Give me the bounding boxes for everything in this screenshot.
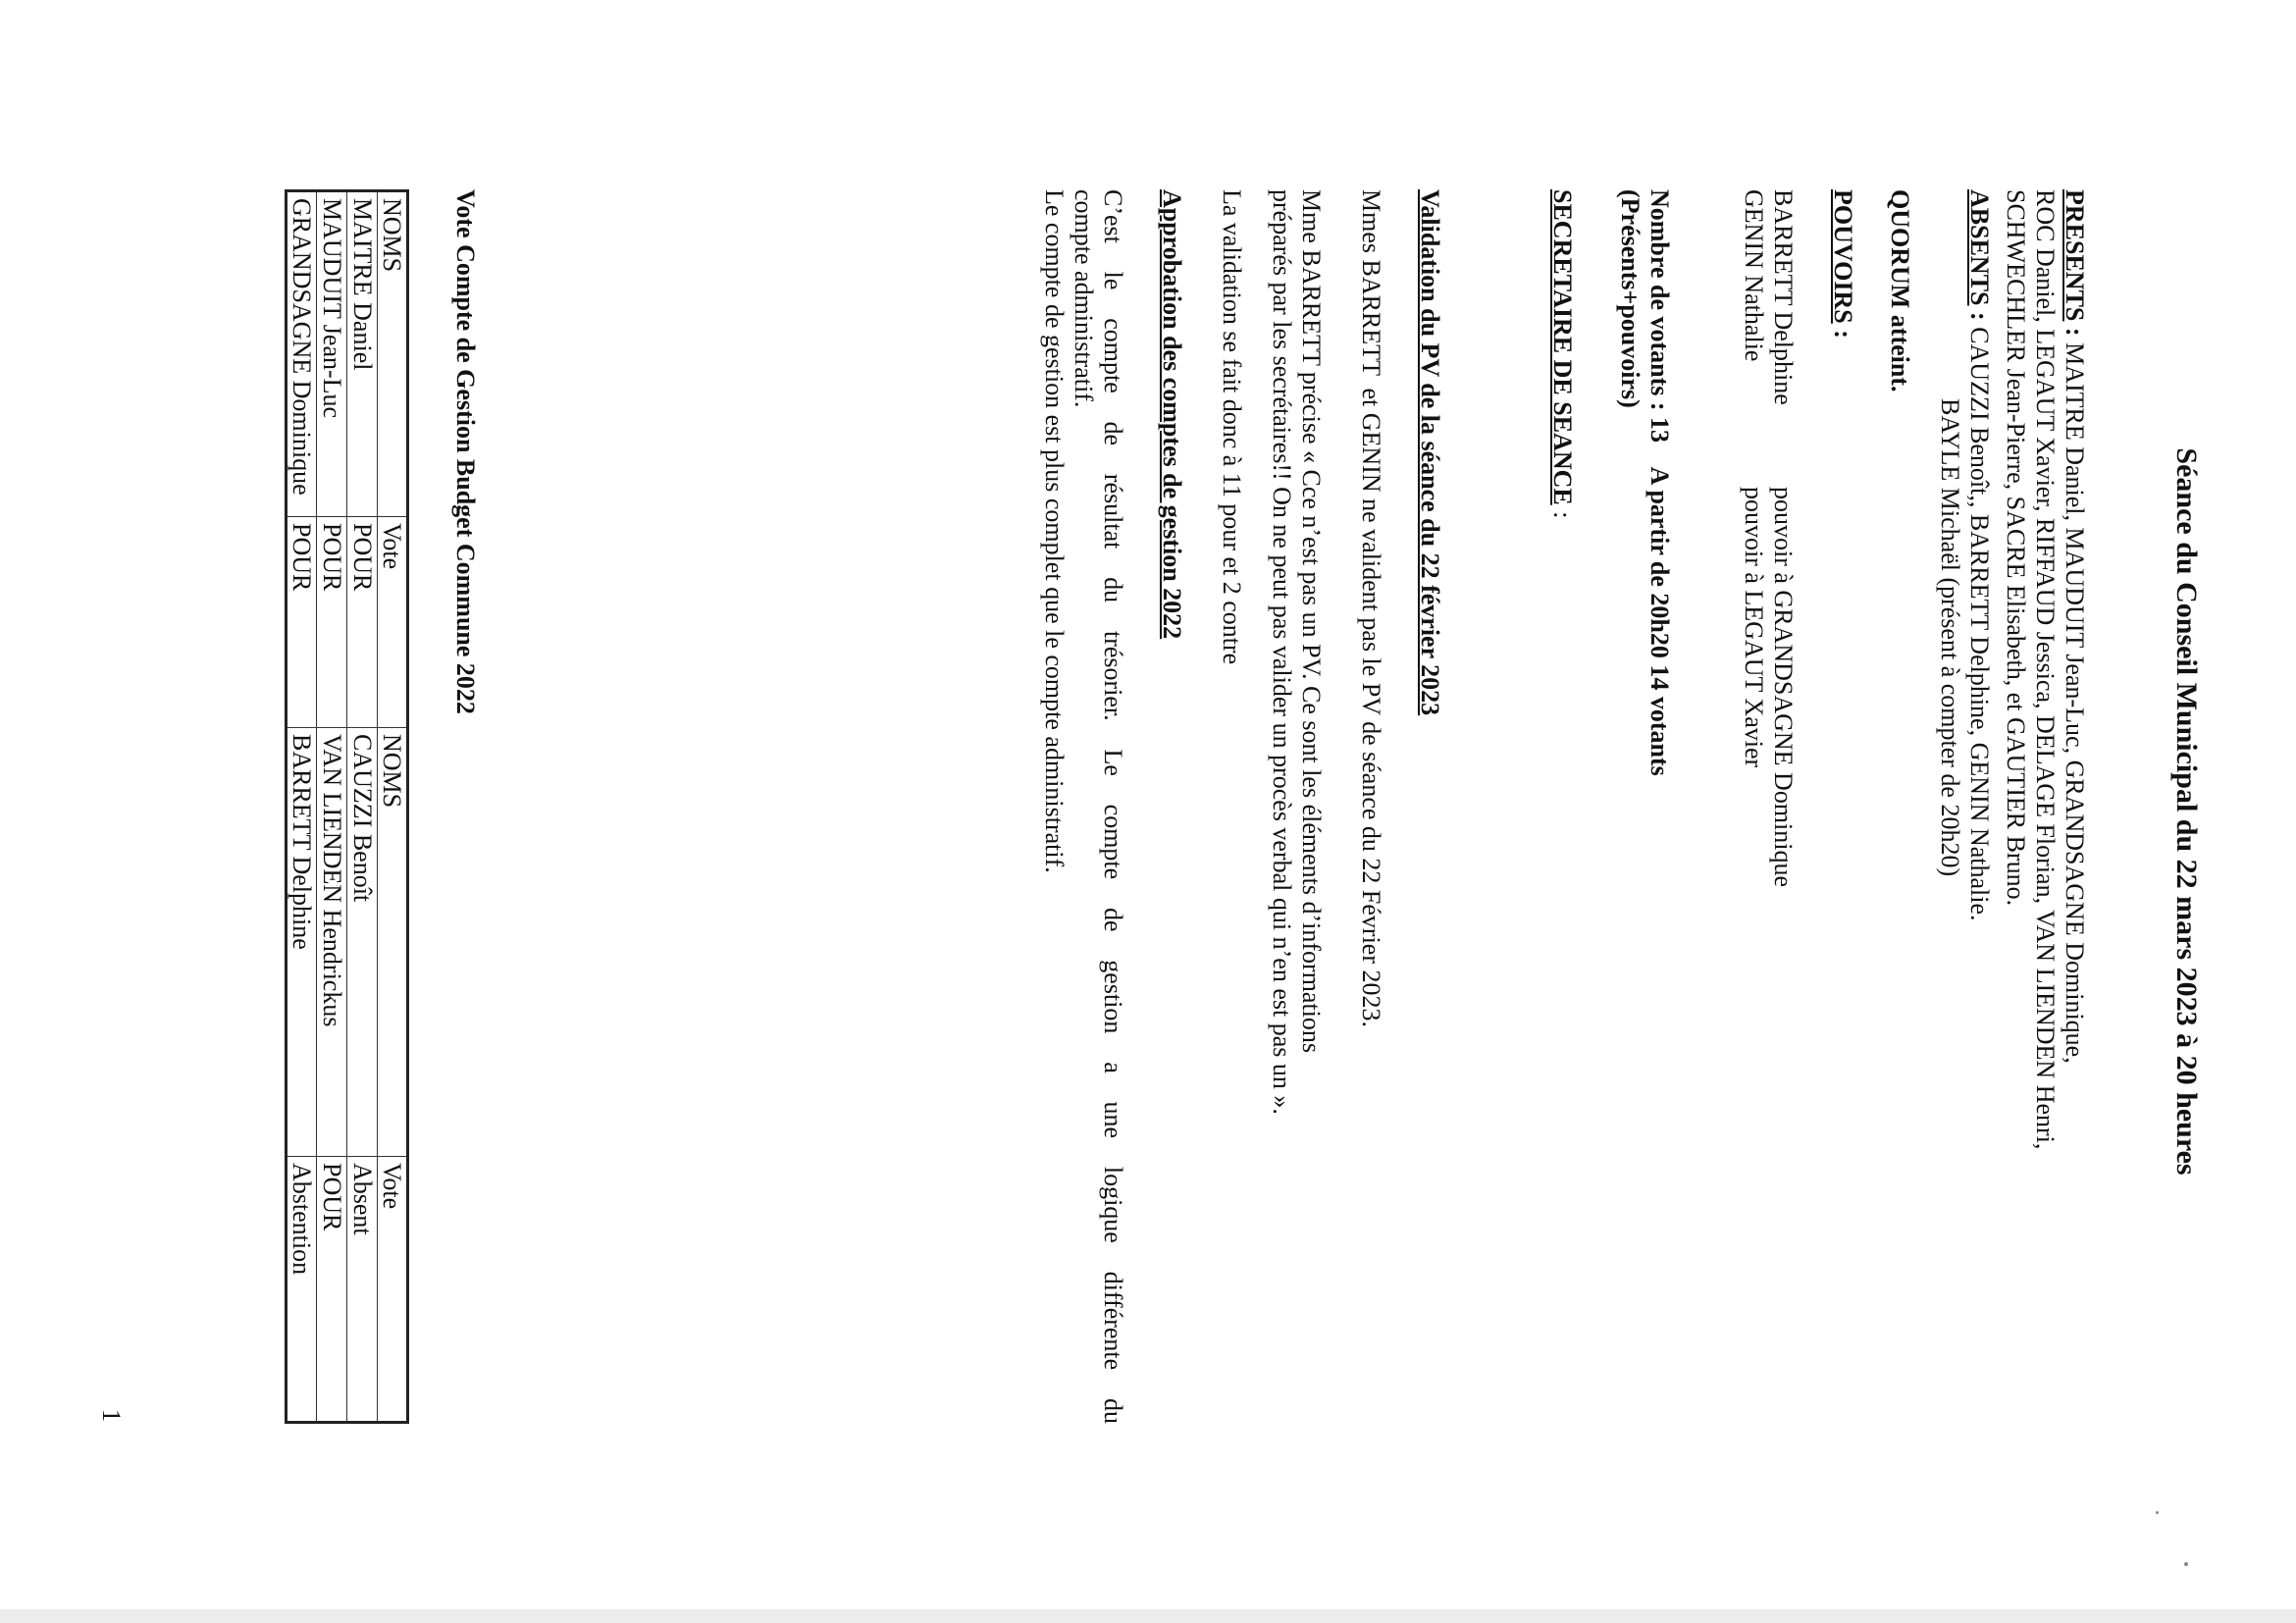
approbation-paragraph-2: Le compte de gestion est plus complet que le compte administratif. <box>1040 189 1069 873</box>
approbation-paragraph-1 <box>1069 189 1127 1424</box>
secretaire-label: SECRETAIRE DE SEANCE <box>1548 189 1577 505</box>
presents-line-3: SCHWECHLER Jean-Pierre, SACRE Elisabeth, et GAUTIER Bruno. <box>2002 189 2030 907</box>
table-header-row <box>378 191 408 1423</box>
table-header-cell: Vote <box>378 1157 408 1423</box>
table-cell: Absent <box>347 1157 378 1423</box>
approbation-p1-line-1: C’est le compte de résultat du trésorier. Le compte de gestion a une logique différente du <box>1099 189 1127 1424</box>
approbation-p1-line-2: compte administratif. <box>1070 189 1098 408</box>
pouvoirs-list <box>1739 189 1798 887</box>
page-title: Séance du Conseil Municipal du 22 mars 2023 à 20 heures <box>2170 447 2203 1176</box>
pouvoir-receiver: pouvoir à LEGAUT Xavier <box>1740 487 1768 768</box>
quorum-text: QUORUM atteint. <box>1886 189 1914 393</box>
secretaire-section <box>1547 189 1577 518</box>
table-cell: MAUDUIT Jean-Luc <box>317 191 347 517</box>
scan-speck <box>2184 1562 2188 1566</box>
pouvoirs-separator: : <box>1829 323 1857 339</box>
table-cell: VAN LIENDEN Hendrickus <box>317 728 347 1157</box>
table-header-cell: NOMS <box>378 728 408 1157</box>
presents-line-1 <box>2060 189 2089 1424</box>
table-cell: GRANDSAGNE Dominique <box>287 191 317 517</box>
votants-section <box>1615 189 1674 776</box>
table-header-cell: Vote <box>378 517 408 728</box>
table-cell: POUR <box>287 517 317 728</box>
absents-section <box>1935 189 1994 1424</box>
scan-speck <box>2156 1511 2159 1514</box>
validation-heading: Validation du PV de la séance du 22 février 2023 <box>1416 189 1444 716</box>
votants-line-2: (Présents+pouvoirs) <box>1616 189 1644 408</box>
table-cell: CAUZZI Benoît <box>347 728 378 1157</box>
pouvoir-receiver: pouvoir à GRANDSAGNE Dominique <box>1769 487 1798 888</box>
validation-p2-line-2: préparés par les secrétaires!! On ne peut pas valider un procès verbal qui n’en est pas un ». <box>1268 189 1296 1115</box>
absents-line-1 <box>1964 189 1994 1424</box>
votants-line-1: Nombre de votants : 13 A partir de 20h20 14 votants <box>1645 189 1674 776</box>
pouvoirs-heading <box>1828 189 1857 339</box>
vote-heading: Vote Compte de Gestion Budget Commune 2022 <box>451 189 480 714</box>
table-cell: POUR <box>317 517 347 728</box>
table-cell: Abstention <box>287 1157 317 1423</box>
presents-section <box>2001 189 2089 1424</box>
secretaire-separator: : <box>1548 504 1577 519</box>
vote-table <box>285 189 409 1424</box>
page-number: 1 <box>97 1409 126 1422</box>
validation-paragraph-2 <box>1267 189 1326 1424</box>
absents-separator: : <box>1965 305 1994 328</box>
table-cell: POUR <box>347 517 378 728</box>
table-row <box>287 191 317 1423</box>
pouvoir-giver: BARRETT Delphine <box>1769 189 1798 405</box>
approbation-heading: Approbation des comptes de gestion 2022 <box>1158 189 1186 640</box>
pouvoir-giver: GENIN Nathalie <box>1740 189 1768 362</box>
absents-text-1: CAUZZI Benoît,, BARRETT Delphine, GENIN Nathalie. <box>1965 327 1994 921</box>
presents-line-2: ROC Daniel, LEGAUT Xavier, RIFFAUD Jessica, DELAGE Florian, VAN LIENDEN Henri, <box>2031 189 2060 1150</box>
absents-label: ABSENTS <box>1965 189 1994 306</box>
validation-p2-line-1: Mme BARRETT précise « Cce n’est pas un PV. Ce sont les éléments d’informations <box>1297 189 1326 1054</box>
presents-separator: : <box>2061 321 2089 343</box>
table-cell: POUR <box>317 1157 347 1423</box>
presents-label: PRESENTS <box>2061 189 2089 322</box>
pouvoirs-label: POUVOIRS <box>1829 189 1857 324</box>
validation-paragraph-3: La validation se fait donc à 11 pour et 2 contre <box>1218 189 1246 665</box>
table-header-cell: NOMS <box>378 191 408 517</box>
table-cell: BARRETT Delphine <box>287 728 317 1157</box>
validation-paragraph-1: Mmes BARRETT et GENIN ne valident pas le PV de séance du 22 Février 2023. <box>1357 189 1385 1027</box>
presents-text-1: MAITRE Daniel, MAUDUIT Jean-Luc, GRANDSAGNE Dominique, <box>2061 342 2089 1064</box>
table-row <box>317 191 347 1423</box>
absents-line-2: BAYLE Michaël (présent à compter de 20h20) <box>1936 398 1964 877</box>
table-row <box>347 191 378 1423</box>
table-cell: MAITRE Daniel <box>347 191 378 517</box>
